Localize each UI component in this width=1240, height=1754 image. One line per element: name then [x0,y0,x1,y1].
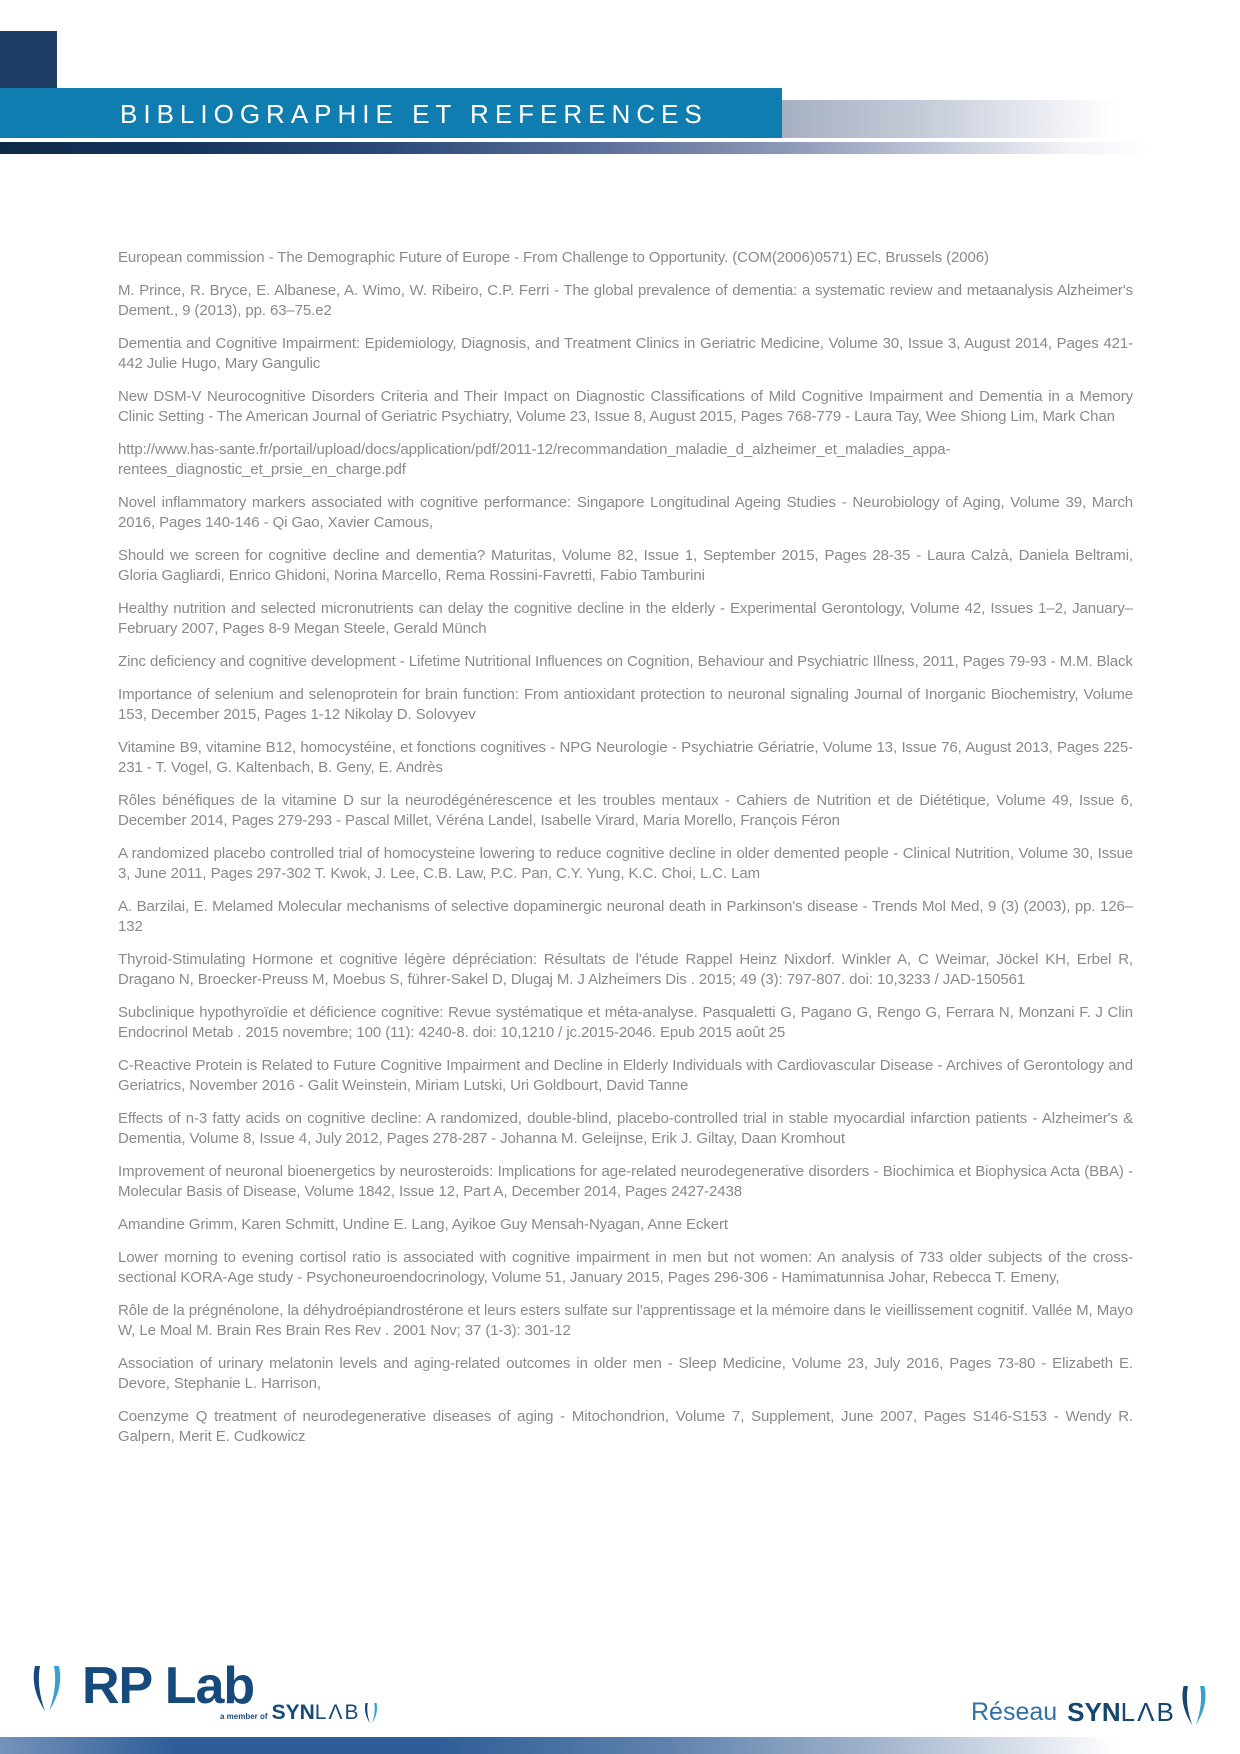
reference-item: Importance of selenium and selenoprotein for brain function: From antioxidant protection to neuronal signaling Journal of Inorganic Biochemistry, Volume 153, December 2015, Pages 1-12 Nikolay D. Solovyev [118,686,1133,723]
header-gradient-strip [0,142,1150,154]
reference-item: Novel inflammatory markers associated with cognitive performance: Singapore Longitudinal Ageing Studies - Neurobiology of Aging, Volume 39, March 2016, Pages 140-146 - Qi Gao, Xavier Camous, [118,494,1133,531]
synlab-v-icon [30,1666,64,1712]
reference-item: Improvement of neuronal bioenergetics by neurosteroids: Implications for age-related neurodegenerative disorders - Biochimica et Biophysica Acta (BBA) - Molecular Basis of Disease, Volume 1842, Issue 12, Part A, December 2014, Pages 2427-2438 [118,1163,1133,1200]
header-band [0,88,782,138]
reference-item: Rôles bénéfiques de la vitamine D sur la neurodégénérescence et les troubles mentaux - Cahiers de Nutrition et de Diététique, Volume 49, Issue 6, December 2014, Pages 279-293 - Pascal Millet, Véréna Landel, Isabelle Virard, Maria Morello, François Féron [118,792,1133,829]
synlab-wordmark-bold: SYN [1067,1697,1121,1727]
synlab-v-icon [1179,1686,1209,1726]
corner-accent-square [0,31,57,88]
reference-item: Healthy nutrition and selected micronutrients can delay the cognitive decline in the elderly - Experimental Gerontology, Volume 42, Issues 1–2, January–February 2007, Pages 8-9 Megan Steele, Gerald Münch [118,600,1133,637]
rp-lab-wordmark: RP Lab [82,1657,255,1715]
reference-item: Vitamine B9, vitamine B12, homocystéine, et fonctions cognitives - NPG Neurologie - Psychiatrie Gériatrie, Volume 13, Issue 76, August 2013, Pages 225-231 - T. Vogel, G. Kaltenbach, B. Geny, E. Andrès [118,739,1133,776]
reference-item: Lower morning to evening cortisol ratio is associated with cognitive impairment in men but not women: An analysis of 733 older subjects of the cross-sectional KORA-Age study - Psychoneuroendocrinology, Volume 51, January 2015, Pages 296-306 - Hamimatunnisa Johar, Rebecca T. Emeny, [118,1249,1133,1286]
rp-lab-logo [30,1657,450,1726]
reference-item: Rôle de la prégnénolone, la déhydroépiandrostérone et leurs esters sulfate sur l'apprentissage et la mémoire dans le vieillissement cognitif. Vallée M, Mayo W, Le Moal M. Brain Res Brain Res Rev . 2001 Nov; 37 (1-3): 301-12 [118,1302,1133,1339]
header-gray-band [782,100,1138,138]
synlab-wordmark-light: LΛB [1120,1697,1176,1727]
synlab-v-icon-small [363,1703,379,1724]
references-list [118,248,1133,1460]
reference-item: Coenzyme Q treatment of neurodegenerative diseases of aging - Mitochondrion, Volume 7, Supplement, June 2007, Pages S146-S153 - Wendy R. Galpern, Merit E. Cudkowicz [118,1408,1133,1445]
reference-item: European commission - The Demographic Future of Europe - From Challenge to Opportunity. (COM(2006)0571) EC, Brussels (2006) [118,249,989,266]
reference-item: Subclinique hypothyroïdie et déficience cognitive: Revue systématique et méta-analyse. Pasqualetti G, Pagano G, Rengo G, Ferrara N, Monzani F. J Clin Endocrinol Metab . 2015 novembre; 100 (11): 4240-8. doi: 10,1210 / jc.2015-2046. Epub 2015 août 25 [118,1004,1133,1041]
reference-item: Should we screen for cognitive decline and dementia? Maturitas, Volume 82, Issue 1, September 2015, Pages 28-35 - Laura Calzà, Daniela Beltrami, Gloria Gagliardi, Enrico Ghidoni, Norina Marcello, Rema Rossini-Favretti, Fabio Tamburini [118,547,1133,584]
member-of-line [220,1702,379,1724]
reseau-synlab-logo [971,1686,1209,1726]
reference-item: Thyroid-Stimulating Hormone et cognitive légère dépréciation: Résultats de l'étude Rappel Heinz Nixdorf. Winkler A, C Weimar, Jöckel KH, Erbel R, Dragano N, Broecker-Preuss M, Moebus S, führer-Sakel D, Dlugaj M. J Alzheimers Dis . 2015; 49 (3): 797-807. doi: 10,3233 / JAD-150561 [118,951,1133,988]
page-title: BIBLIOGRAPHIE ET REFERENCES [120,99,708,129]
reference-item: Zinc deficiency and cognitive development - Lifetime Nutritional Influences on Cognition, Behaviour and Psychiatric Illness, 2011, Pages 79-93 - M.M. Black [118,653,1133,670]
reference-item: C-Reactive Protein is Related to Future Cognitive Impairment and Decline in Elderly Individuals with Cardiovascular Disease - Archives of Gerontology and Geriatrics, November 2016 - Galit Weinstein, Miriam Lutski, Uri Goldbourt, David Tanne [118,1057,1133,1094]
reference-item: Dementia and Cognitive Impairment: Epidemiology, Diagnosis, and Treatment Clinics in Geriatric Medicine, Volume 30, Issue 3, August 2014, Pages 421-442 Julie Hugo, Mary Gangulic [118,335,1133,372]
footer-gradient-bar [0,1737,1150,1754]
reference-item: A randomized placebo controlled trial of homocysteine lowering to reduce cognitive decline in older demented people - Clinical Nutrition, Volume 30, Issue 3, June 2011, Pages 297-302 T. Kwok, J. Lee, C.B. Law, P.C. Pan, C.Y. Yung, K.C. Choi, L.C. Lam [118,845,1133,882]
reference-item: M. Prince, R. Bryce, E. Albanese, A. Wimo, W. Ribeiro, C.P. Ferri - The global prevalence of dementia: a systematic review and metaanalysis Alzheimer's Dement., 9 (2013), pp. 63–75.e2 [118,282,1133,319]
reference-link[interactable]: http://www.has-sante.fr/portail/upload/docs/application/pdf/2011-12/recommandation_maladie_d_alzheimer_et_maladies_appa-rentees_diagnostic_et_prsie_en_charge.pdf [118,441,951,478]
reseau-label: Réseau [971,1698,1058,1726]
synlab-wordmark-light: LΛB [314,1701,361,1724]
reference-item: Effects of n-3 fatty acids on cognitive decline: A randomized, double-blind, placebo-controlled trial in stable myocardial infarction patients - Alzheimer's & Dementia, Volume 8, Issue 4, July 2012, Pages 278-287 - Johanna M. Geleijnse, Erik J. Giltay, Daan Kromhout [118,1110,1133,1147]
reference-item: Association of urinary melatonin levels and aging-related outcomes in older men - Sleep Medicine, Volume 23, July 2016, Pages 73-80 - Elizabeth E. Devore, Stephanie L. Harrison, [118,1355,1133,1392]
reference-item: A. Barzilai, E. Melamed Molecular mechanisms of selective dopaminergic neuronal death in Parkinson's disease - Trends Mol Med, 9 (3) (2003), pp. 126–132 [118,898,1133,935]
member-of-label: a member of [220,1712,268,1721]
reference-item: Amandine Grimm, Karen Schmitt, Undine E. Lang, Ayikoe Guy Mensah-Nyagan, Anne Eckert [118,1216,728,1233]
reference-item: New DSM-V Neurocognitive Disorders Criteria and Their Impact on Diagnostic Classifications of Mild Cognitive Impairment and Dementia in a Memory Clinic Setting - The American Journal of Geriatric Psychiatry, Volume 23, Issue 8, August 2015, Pages 768-779 - Laura Tay, Wee Shiong Lim, Mark Chan [118,388,1133,425]
synlab-wordmark-bold: SYN [271,1701,315,1724]
